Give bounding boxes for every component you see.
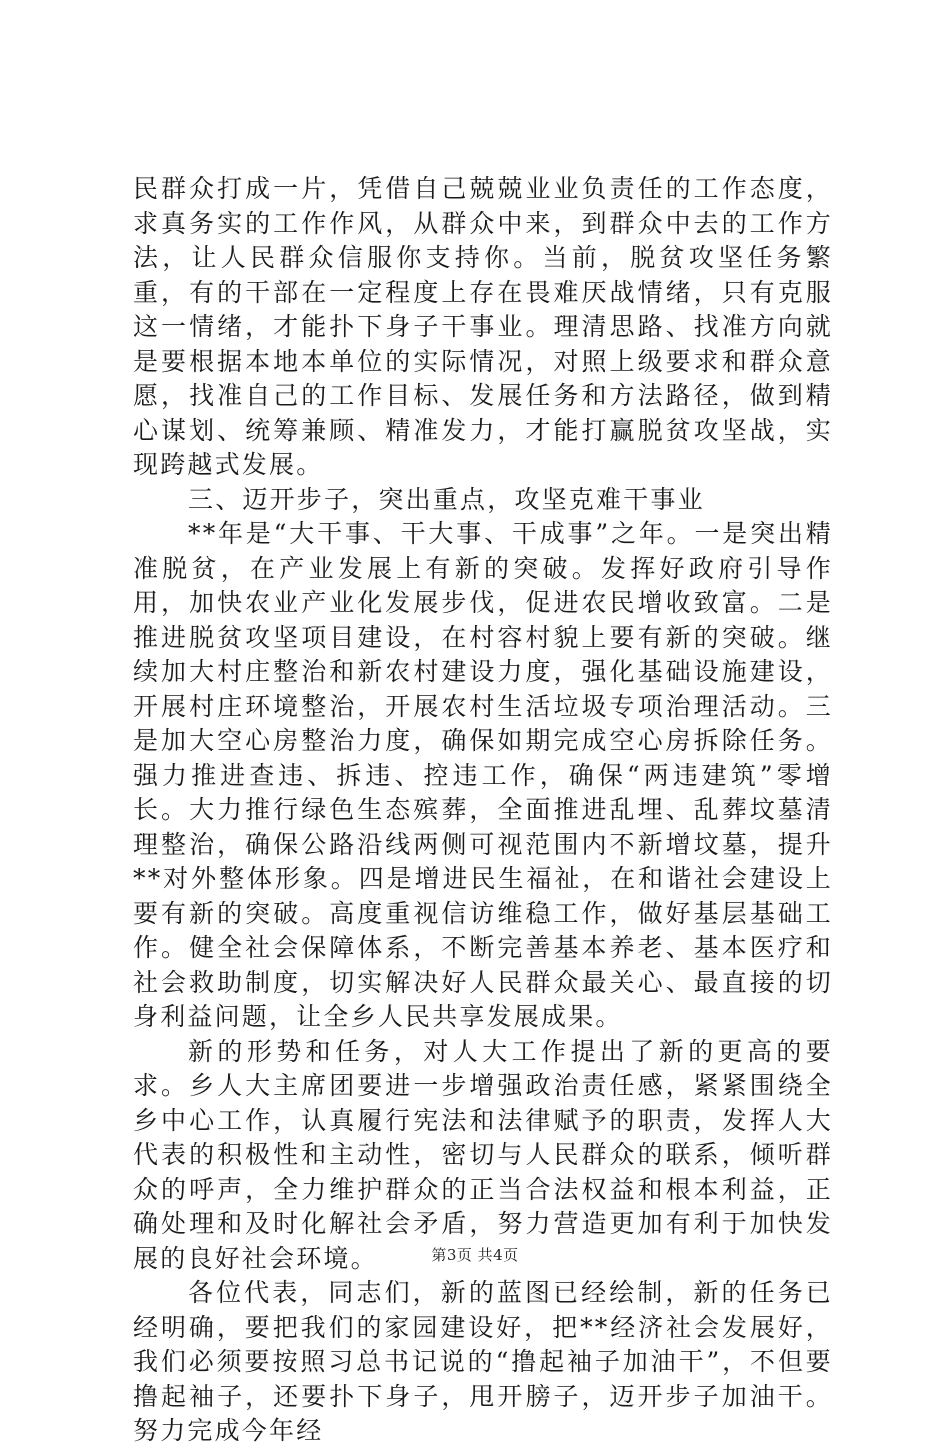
paragraph-closing: 各位代表，同志们，新的蓝图已经绘制，新的任务已经明确，要把我们的家园建设好，把**经济社会发展好，我们必须要按照习总书记说的“撸起袖子加油干”，不但要撸起袖子，还要扑下身子，甩开膀子，迈开步子加油干。努力完成今年经 [133,1278,833,1445]
page-number-footer: 第3页 共4页 [431,1246,519,1264]
paragraph-key-tasks: **年是“大干事、干大事、干成事”之年。一是突出精准脱贫，在产业发展上有新的突破。发挥好政府引导作用，加快农业产业化发展步伐，促进农民增收致富。二是推进脱贫攻坚项目建设，在村容村貌上要有新的突破。继续加大村庄整治和新农村建设力度，强化基础设施建设，开展村庄环境整治，开展农村生活垃圾专项治理活动。三是加大空心房整治力度，确保如期完成空心房拆除任务。强力推进查违、拆违、控违工作，确保“两违建筑”零增长。大力推行绿色生态殡葬，全面推进乱埋、乱葬坟墓清理整治，确保公路沿线两侧可视范围内不新增坟墓，提升**对外整体形象。四是增进民生福祉，在和谐社会建设上要有新的突破。高度重视信访维稳工作，做好基层基础工作。健全社会保障体系，不断完善基本养老、基本医疗和社会救助制度，切实解决好人民群众最关心、最直接的切身利益问题，让全乡人民共享发展成果。 [133,519,833,1031]
paragraph-continuation: 民群众打成一片，凭借自己兢兢业业负责任的工作态度，求真务实的工作作风，从群众中来，到群众中去的工作方法，让人民群众信服你支持你。当前，脱贫攻坚任务繁重，有的干部在一定程度上存在畏难厌战情绪，只有克服这一情绪，才能扑下身子干事业。理清思路、找准方向就是要根据本地本单位的实际情况，对照上级要求和群众意愿，找准自己的工作目标、发展任务和方法路径，做到精心谋划、统筹兼顾、精准发力，才能打赢脱贫攻坚战，实现跨越式发展。 [133,174,833,479]
paragraph-congress-work: 新的形势和任务，对人大工作提出了新的更高的要求。乡人大主席团要进一步增强政治责任感，紧紧围绕全乡中心工作，认真履行宪法和法律赋予的职责，发挥人大代表的积极性和主动性，密切与人民群众的联系，倾听群众的呼声，全力维护群众的正当合法权益和根本利益，正确处理和及时化解社会矛盾，努力营造更加有利于加快发展的良好社会环境。 [133,1036,833,1273]
section-heading-3: 三、迈开步子，突出重点，攻坚克难干事业 [188,484,705,514]
